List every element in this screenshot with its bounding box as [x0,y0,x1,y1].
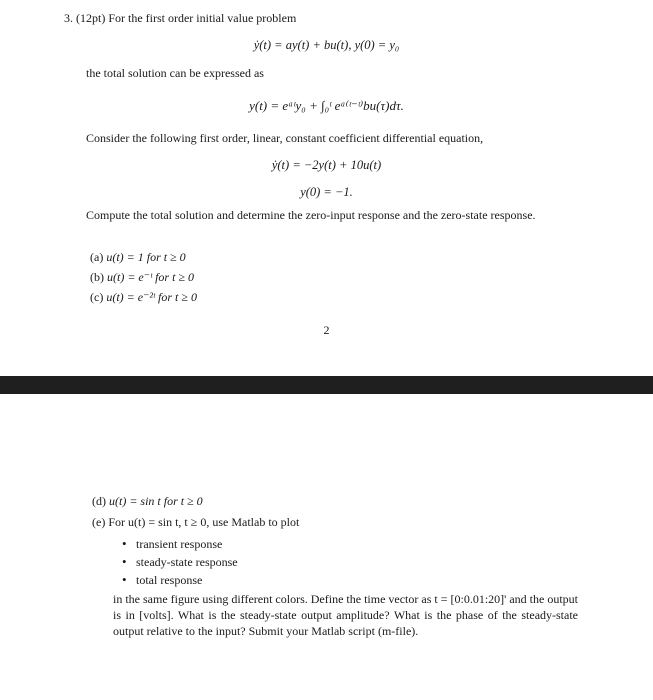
part-c-label: (c) [90,290,104,304]
part-b [90,270,194,285]
part-d-label: (d) [92,494,106,508]
problem-number: 3. [64,11,73,25]
part-e [92,515,299,530]
bullet-total: • total response [136,573,202,588]
consider-text: Consider the following first order, linear, constant coefficient differential equation, [86,131,484,145]
part-e-text: For u(t) = sin t, t ≥ 0, use Matlab to plot [108,515,300,529]
part-c [90,290,197,305]
ic-equation: y(0) = −1. [300,185,353,199]
part-e-label: (e) [92,515,106,529]
part-d [92,494,203,509]
problem-points: (12pt) [76,11,106,25]
total-solution-text: the total solution can be expressed as [86,66,264,80]
page-number: 2 [323,323,330,337]
bullet-transient: • transient response [136,537,222,552]
part-b-text: u(t) = e⁻ᵗ for t ≥ 0 [107,270,195,284]
part-c-text: u(t) = e⁻²ᵗ for t ≥ 0 [106,290,197,304]
part-d-text: u(t) = sin t for t ≥ 0 [109,494,203,508]
part-b-label: (b) [90,270,104,284]
total-solution-equation: y(t) = eᵃᵗy₀ + ∫₀ᵗ eᵃ⁽ᵗ⁻ᵗ⁾bu(τ)dτ. [249,98,404,113]
de-equation: ẏ(t) = −2y(t) + 10u(t) [271,158,382,172]
problem-header [64,11,296,26]
problem-intro: For the first order initial value problem [108,11,297,25]
part-a-label: (a) [90,250,104,264]
compute-text: Compute the total solution and determine the zero-input response and the zero-state response. [86,208,536,222]
part-a [90,250,186,265]
page-divider [0,376,653,394]
closing-text: in the same figure using different colors. Define the time vector as t = [0:0.01:20]' and the output is in [volts]. What is the steady-state output amplitude? What is the phase of the steady-state output relative to the input? Submit your Matlab script (m-file). [113,592,578,638]
part-a-text: u(t) = 1 for t ≥ 0 [106,250,186,264]
bullet-steady-state: • steady-state response [136,555,238,570]
ivp-equation: ẏ(t) = ay(t) + bu(t), y(0) = y₀ [253,38,400,52]
